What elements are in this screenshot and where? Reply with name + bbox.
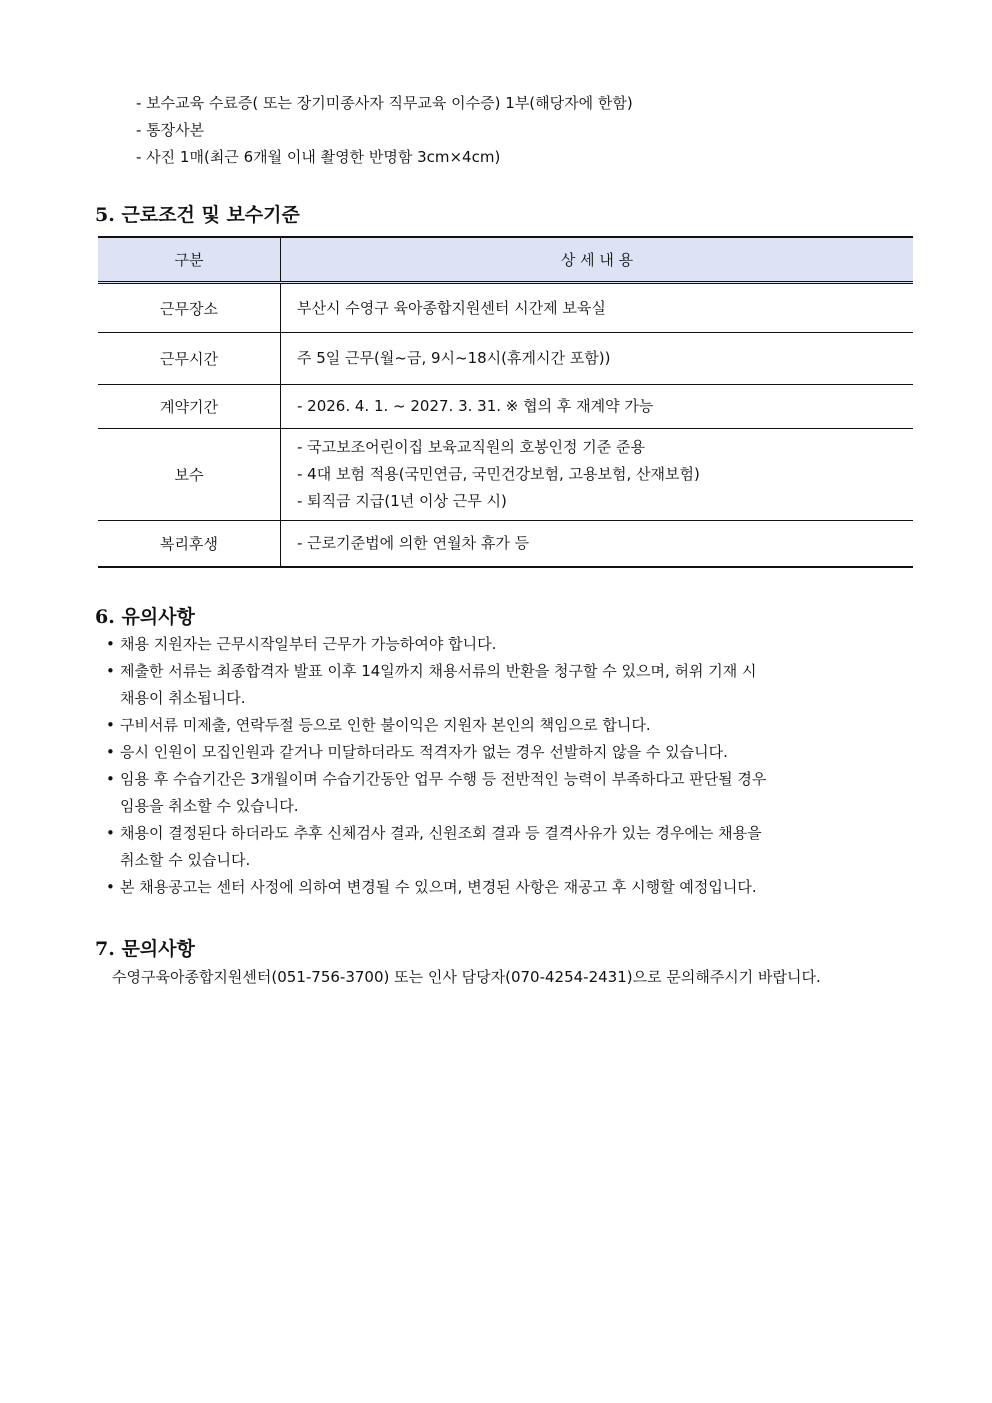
- header-category: 구분: [98, 237, 281, 283]
- bullet-icon: •: [106, 716, 115, 734]
- table-row: [98, 333, 913, 385]
- row-detail: - 근로기준법에 의한 연월차 휴가 등: [281, 521, 914, 567]
- work-conditions-table: [98, 236, 913, 568]
- list-item: • 제출한 서류는 최종합격자 발표 이후 14일까지 채용서류의 반환을 청구할 수 있으며, 허위 기재 시 채용이 취소됩니다.: [104, 658, 904, 712]
- list-item: - 통장사본: [136, 121, 205, 139]
- list-item: • 응시 인원이 모집인원과 같거나 미달하더라도 적격자가 없는 경우 선발하지 않을 수 있습니다.: [104, 739, 904, 766]
- row-detail: 주 5일 근무(월~금, 9시~18시(휴게시간 포함)): [281, 333, 914, 385]
- bullet-icon: •: [106, 662, 115, 680]
- bullet-icon: •: [106, 635, 115, 653]
- list-item: - 보수교육 수료증( 또는 장기미종사자 직무교육 이수증) 1부(해당자에 한함): [136, 94, 633, 112]
- row-label: 근무장소: [98, 283, 281, 333]
- bullet-icon: •: [106, 770, 115, 788]
- row-label: 복리후생: [98, 521, 281, 567]
- required-documents-list: [136, 90, 633, 171]
- table-row: [98, 429, 913, 521]
- header-details: 상 세 내 용: [281, 237, 914, 283]
- table-header-row: [98, 237, 913, 283]
- row-detail: 부산시 수영구 육아종합지원센터 시간제 보육실: [281, 283, 914, 333]
- list-item: • 채용이 결정된다 하더라도 추후 신체검사 결과, 신원조회 결과 등 결격사유가 있는 경우에는 채용을 취소할 수 있습니다.: [104, 820, 904, 874]
- table-row: [98, 521, 913, 567]
- notes-list: [104, 631, 904, 901]
- bullet-icon: •: [106, 743, 115, 761]
- table-row: [98, 385, 913, 429]
- list-item: • 본 채용공고는 센터 사정에 의하여 변경될 수 있으며, 변경된 사항은 재공고 후 시행할 예정입니다.: [104, 874, 904, 901]
- row-detail: - 2026. 4. 1. ~ 2027. 3. 31. ※ 협의 후 재계약 가능: [281, 385, 914, 429]
- bullet-icon: •: [106, 878, 115, 896]
- section6-title: 6. 유의사항: [95, 606, 195, 628]
- bullet-icon: •: [106, 824, 115, 842]
- list-item: • 채용 지원자는 근무시작일부터 근무가 가능하여야 합니다.: [104, 631, 904, 658]
- contact-text: 수영구육아종합지원센터(051-756-3700) 또는 인사 담당자(070-4254-2431)으로 문의해주시기 바랍니다.: [112, 968, 821, 986]
- row-label: 계약기간: [98, 385, 281, 429]
- list-item: • 구비서류 미제출, 연락두절 등으로 인한 불이익은 지원자 본인의 책임으로 합니다.: [104, 712, 904, 739]
- list-item: - 사진 1매(최근 6개월 이내 촬영한 반명함 3cm×4cm): [136, 148, 501, 166]
- list-item: • 임용 후 수습기간은 3개월이며 수습기간동안 업무 수행 등 전반적인 능력이 부족하다고 판단될 경우 임용을 취소할 수 있습니다.: [104, 766, 904, 820]
- section7-title: 7. 문의사항: [95, 938, 195, 960]
- row-detail: - 국고보조어린이집 보육교직원의 호봉인정 기준 준용 - 4대 보험 적용(국민연금, 국민건강보험, 고용보험, 산재보험) - 퇴직금 지급(1년 이상 근무 시): [281, 429, 914, 521]
- row-label: 보수: [98, 429, 281, 521]
- section5-title: 5. 근로조건 및 보수기준: [95, 204, 300, 226]
- row-label: 근무시간: [98, 333, 281, 385]
- table-row: [98, 283, 913, 333]
